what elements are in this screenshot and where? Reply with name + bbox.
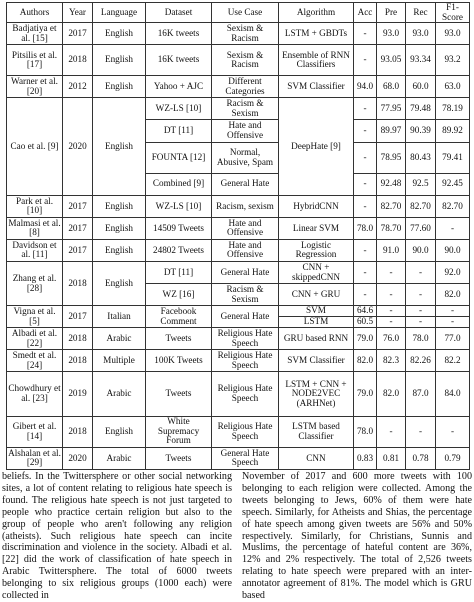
cell-use-case: Hate and Offensive — [212, 217, 279, 239]
cell-rec: 90.39 — [406, 120, 436, 142]
cell-use-case: Religious Hate Speech — [212, 328, 279, 350]
cell-pre: 76.0 — [377, 328, 406, 350]
cell-acc: 79.0 — [354, 328, 377, 350]
cell-pre: 82.70 — [377, 195, 406, 217]
cell-pre: 93.0 — [377, 23, 406, 45]
cell-pre: 92.48 — [377, 173, 406, 195]
cell-f1: 93.2 — [436, 45, 470, 76]
table-row — [7, 447, 470, 469]
cell-use-case: General Hate Speech — [212, 447, 279, 469]
cell-pre: 93.05 — [377, 45, 406, 76]
cell-dataset: 14509 Tweets — [146, 217, 212, 239]
cell-use-case: Sexism & Racism — [212, 45, 279, 76]
cell-pre: 78.70 — [377, 217, 406, 239]
column-header: F1-Score — [436, 3, 470, 23]
cell-dataset: WZ-LS [10] — [146, 98, 212, 120]
body-text-left-column — [2, 471, 232, 602]
cell-f1: 77.0 — [436, 328, 470, 350]
cell-f1: 90.0 — [436, 239, 470, 261]
table-row — [7, 239, 470, 261]
cell-use-case: General Hate — [212, 262, 279, 284]
column-header: Use Case — [212, 3, 279, 23]
cell-year: 2018 — [63, 416, 93, 447]
cell-pre: 89.97 — [377, 120, 406, 142]
cell-language: Arabic — [93, 447, 146, 469]
cell-rec: 80.43 — [406, 142, 436, 173]
cell-year: 2020 — [63, 98, 93, 195]
cell-year: 2019 — [63, 372, 93, 416]
cell-algorithm: DeepHate [9] — [279, 98, 354, 195]
cell-acc: - — [354, 142, 377, 173]
table-row — [7, 372, 470, 416]
cell-language: Multiple — [93, 350, 146, 372]
column-header: Acc — [354, 3, 377, 23]
cell-year: 2018 — [63, 350, 93, 372]
cell-algorithm: SVM Classifier — [279, 350, 354, 372]
cell-language: English — [93, 195, 146, 217]
table-row — [7, 76, 470, 98]
cell-dataset: Yahoo + AJC — [146, 76, 212, 98]
column-header: Dataset — [146, 3, 212, 23]
cell-f1: 84.0 — [436, 372, 470, 416]
cell-language: Arabic — [93, 328, 146, 350]
table-header-row — [7, 3, 470, 23]
cell-acc: - — [354, 284, 377, 306]
cell-algorithm: Linear SVM — [279, 217, 354, 239]
cell-rec: 82.26 — [406, 350, 436, 372]
cell-algorithm: LSTM + CNN + NODE2VEC (ARHNet) — [279, 372, 354, 416]
cell-rec: - — [406, 262, 436, 284]
cell-authors: Park et al. [10] — [7, 195, 63, 217]
cell-pre: 0.81 — [377, 447, 406, 469]
cell-f1: 82.2 — [436, 350, 470, 372]
cell-acc: - — [354, 23, 377, 45]
cell-authors: Vigna et al. [5] — [7, 306, 63, 328]
cell-f1: 79.41 — [436, 142, 470, 173]
cell-year: 2017 — [63, 195, 93, 217]
cell-language: English — [93, 239, 146, 261]
cell-acc: 94.0 — [354, 76, 377, 98]
cell-f1: 82.0 — [436, 284, 470, 306]
cell-year: 2018 — [63, 328, 93, 350]
cell-algorithm: HybridCNN — [279, 195, 354, 217]
cell-dataset: Tweets — [146, 372, 212, 416]
cell-language: Italian — [93, 306, 146, 328]
table-row — [7, 416, 470, 447]
cell-use-case: Sexism & Racism — [212, 23, 279, 45]
cell-dataset: DT [11] — [146, 262, 212, 284]
cell-acc: 60.5 — [354, 317, 377, 328]
cell-rec: 90.0 — [406, 239, 436, 261]
cell-rec: 0.78 — [406, 447, 436, 469]
cell-acc: 64.6 — [354, 306, 377, 317]
cell-dataset: 24802 Tweets — [146, 239, 212, 261]
cell-f1: 89.92 — [436, 120, 470, 142]
cell-use-case: Racism, sexism — [212, 195, 279, 217]
cell-algorithm: SVM Classifier — [279, 76, 354, 98]
cell-dataset: 16K tweets — [146, 45, 212, 76]
cell-language: Arabic — [93, 372, 146, 416]
cell-year: 2012 — [63, 76, 93, 98]
cell-use-case: General Hate — [212, 306, 279, 328]
cell-acc: - — [354, 120, 377, 142]
cell-year: 2017 — [63, 217, 93, 239]
cell-use-case: Religious Hate Speech — [212, 372, 279, 416]
cell-year: 2020 — [63, 447, 93, 469]
cell-use-case: Religious Hate Speech — [212, 350, 279, 372]
cell-pre: 68.0 — [377, 76, 406, 98]
table-row — [7, 262, 470, 284]
cell-pre: - — [377, 306, 406, 317]
cell-algorithm: CNN + GRU — [279, 284, 354, 306]
cell-year: 2017 — [63, 306, 93, 328]
cell-use-case: Hate and Offensive — [212, 120, 279, 142]
cell-dataset: 16K tweets — [146, 23, 212, 45]
cell-use-case: Religious Hate Speech — [212, 416, 279, 447]
cell-pre: - — [377, 262, 406, 284]
cell-dataset: WZ-LS [10] — [146, 195, 212, 217]
cell-algorithm: CNN + skippedCNN — [279, 262, 354, 284]
cell-dataset: White Supremacy Forum — [146, 416, 212, 447]
cell-f1: 78.19 — [436, 98, 470, 120]
cell-language: English — [93, 262, 146, 306]
cell-dataset: WZ [16] — [146, 284, 212, 306]
cell-f1: 93.0 — [436, 23, 470, 45]
cell-rec: 78.0 — [406, 328, 436, 350]
cell-f1: - — [436, 306, 470, 317]
cell-algorithm: Logistic Regression — [279, 239, 354, 261]
cell-year: 2018 — [63, 45, 93, 76]
cell-algorithm: CNN — [279, 447, 354, 469]
body-text — [2, 471, 472, 602]
column-header: Authors — [7, 3, 63, 23]
cell-use-case: General Hate — [212, 173, 279, 195]
cell-use-case: Racism & Sexism — [212, 98, 279, 120]
cell-rec: - — [406, 284, 436, 306]
cell-language: English — [93, 23, 146, 45]
cell-acc: - — [354, 173, 377, 195]
cell-rec: - — [406, 416, 436, 447]
column-header: Year — [63, 3, 93, 23]
cell-authors: Alshalan et al. [29] — [7, 447, 63, 469]
table-row — [7, 195, 470, 217]
cell-dataset: 100K Tweets — [146, 350, 212, 372]
cell-dataset: FOUNTA [12] — [146, 142, 212, 173]
cell-language: English — [93, 217, 146, 239]
cell-pre: 82.3 — [377, 350, 406, 372]
cell-dataset: DT [11] — [146, 120, 212, 142]
cell-algorithm: LSTM + GBDTs — [279, 23, 354, 45]
cell-algorithm: Ensemble of RNN Classifiers — [279, 45, 354, 76]
cell-dataset: Tweets — [146, 328, 212, 350]
cell-authors: Davidson et al. [11] — [7, 239, 63, 261]
cell-rec: - — [406, 306, 436, 317]
cell-authors: Malmasi et al. [8] — [7, 217, 63, 239]
cell-authors: Badjatiya et al. [15] — [7, 23, 63, 45]
cell-pre: 78.95 — [377, 142, 406, 173]
cell-authors: Pitsilis et al. [17] — [7, 45, 63, 76]
cell-f1: - — [436, 416, 470, 447]
cell-f1: 63.0 — [436, 76, 470, 98]
cell-pre: 77.95 — [377, 98, 406, 120]
cell-acc: - — [354, 262, 377, 284]
table-row — [7, 23, 470, 45]
column-header: Language — [93, 3, 146, 23]
cell-use-case: Normal, Abusive, Spam — [212, 142, 279, 173]
cell-pre: 91.0 — [377, 239, 406, 261]
cell-rec: 79.48 — [406, 98, 436, 120]
cell-rec: 60.0 — [406, 76, 436, 98]
cell-authors: Chowdhury et al. [23] — [7, 372, 63, 416]
cell-authors: Albadi et al. [22] — [7, 328, 63, 350]
cell-f1: 92.0 — [436, 262, 470, 284]
cell-acc: - — [354, 98, 377, 120]
cell-acc: - — [354, 195, 377, 217]
cell-pre: 82.0 — [377, 372, 406, 416]
cell-algorithm: GRU based RNN — [279, 328, 354, 350]
cell-language: English — [93, 416, 146, 447]
cell-year: 2017 — [63, 239, 93, 261]
cell-algorithm: LSTM based Classifier — [279, 416, 354, 447]
paragraph: beliefs. In the Twittersphere or other social networking sites, a lot of content relating to religious hate speech is found. The religious hate speech is not just targeted to people who practice certain religion but also to the group of people who aren't following any religion (atheists). Such religious hate speech can incite discrimination and violence in the society. Albadi et al. [22] did the work of classification of hate speech in Arabic Twittersphere. The total of 6000 tweets belonging to six religious groups (1000 each) were collected in — [2, 471, 232, 602]
column-header: Rec — [406, 3, 436, 23]
cell-use-case: Hate and Offensive — [212, 239, 279, 261]
cell-language: English — [93, 45, 146, 76]
cell-dataset: Facebook Comment — [146, 306, 212, 328]
results-table — [6, 2, 470, 470]
cell-f1: - — [436, 217, 470, 239]
cell-acc: 79.0 — [354, 372, 377, 416]
cell-f1: 82.70 — [436, 195, 470, 217]
cell-f1: - — [436, 317, 470, 328]
cell-rec: 82.70 — [406, 195, 436, 217]
cell-language: English — [93, 76, 146, 98]
cell-year: 2017 — [63, 23, 93, 45]
cell-rec: 77.60 — [406, 217, 436, 239]
cell-pre: - — [377, 317, 406, 328]
cell-acc: - — [354, 45, 377, 76]
cell-authors: Warner et al. [20] — [7, 76, 63, 98]
table-row — [7, 350, 470, 372]
cell-year: 2018 — [63, 262, 93, 306]
cell-acc: 0.83 — [354, 447, 377, 469]
cell-rec: - — [406, 317, 436, 328]
cell-acc: 82.0 — [354, 350, 377, 372]
cell-rec: 93.0 — [406, 23, 436, 45]
table-row — [7, 306, 470, 317]
body-text-right-column — [242, 471, 472, 602]
cell-use-case: Different Categories — [212, 76, 279, 98]
cell-acc: 78.0 — [354, 416, 377, 447]
cell-pre: - — [377, 284, 406, 306]
column-header: Pre — [377, 3, 406, 23]
cell-rec: 93.34 — [406, 45, 436, 76]
cell-algorithm: SVM — [279, 306, 354, 317]
cell-f1: 92.45 — [436, 173, 470, 195]
paragraph: November of 2017 and 600 more tweets with 100 belonging to each religion were collected. Among the tweets belonging to Jews, 60% of them were hate speech. Similarly, for Atheists and Shias, the percentage of hate speech among given tweets are 56% and 50% respectively. Similarly, for Christians, Sunnis and Muslims, the percentage of hateful content are 36%, 12% and 2% respectively. The total of 2,526 tweets relating to hate speech were prepared with an inter-annotator agreement of 81%. The model which is GRU based — [242, 471, 472, 602]
cell-dataset: Combined [9] — [146, 173, 212, 195]
cell-algorithm: LSTM — [279, 317, 354, 328]
cell-authors: Gibert et al. [14] — [7, 416, 63, 447]
cell-pre: - — [377, 416, 406, 447]
table-row — [7, 328, 470, 350]
cell-acc: - — [354, 239, 377, 261]
cell-authors: Cao et al. [9] — [7, 98, 63, 195]
cell-acc: 78.0 — [354, 217, 377, 239]
table-row — [7, 98, 470, 120]
cell-rec: 87.0 — [406, 372, 436, 416]
cell-dataset: Tweets — [146, 447, 212, 469]
column-header: Algorithm — [279, 3, 354, 23]
cell-language: English — [93, 98, 146, 195]
table-row — [7, 45, 470, 76]
cell-f1: 0.79 — [436, 447, 470, 469]
cell-authors: Smedt et al. [24] — [7, 350, 63, 372]
table-row — [7, 217, 470, 239]
cell-authors: Zhang et al. [28] — [7, 262, 63, 306]
cell-use-case: Racism & Sexism — [212, 284, 279, 306]
cell-rec: 92.5 — [406, 173, 436, 195]
